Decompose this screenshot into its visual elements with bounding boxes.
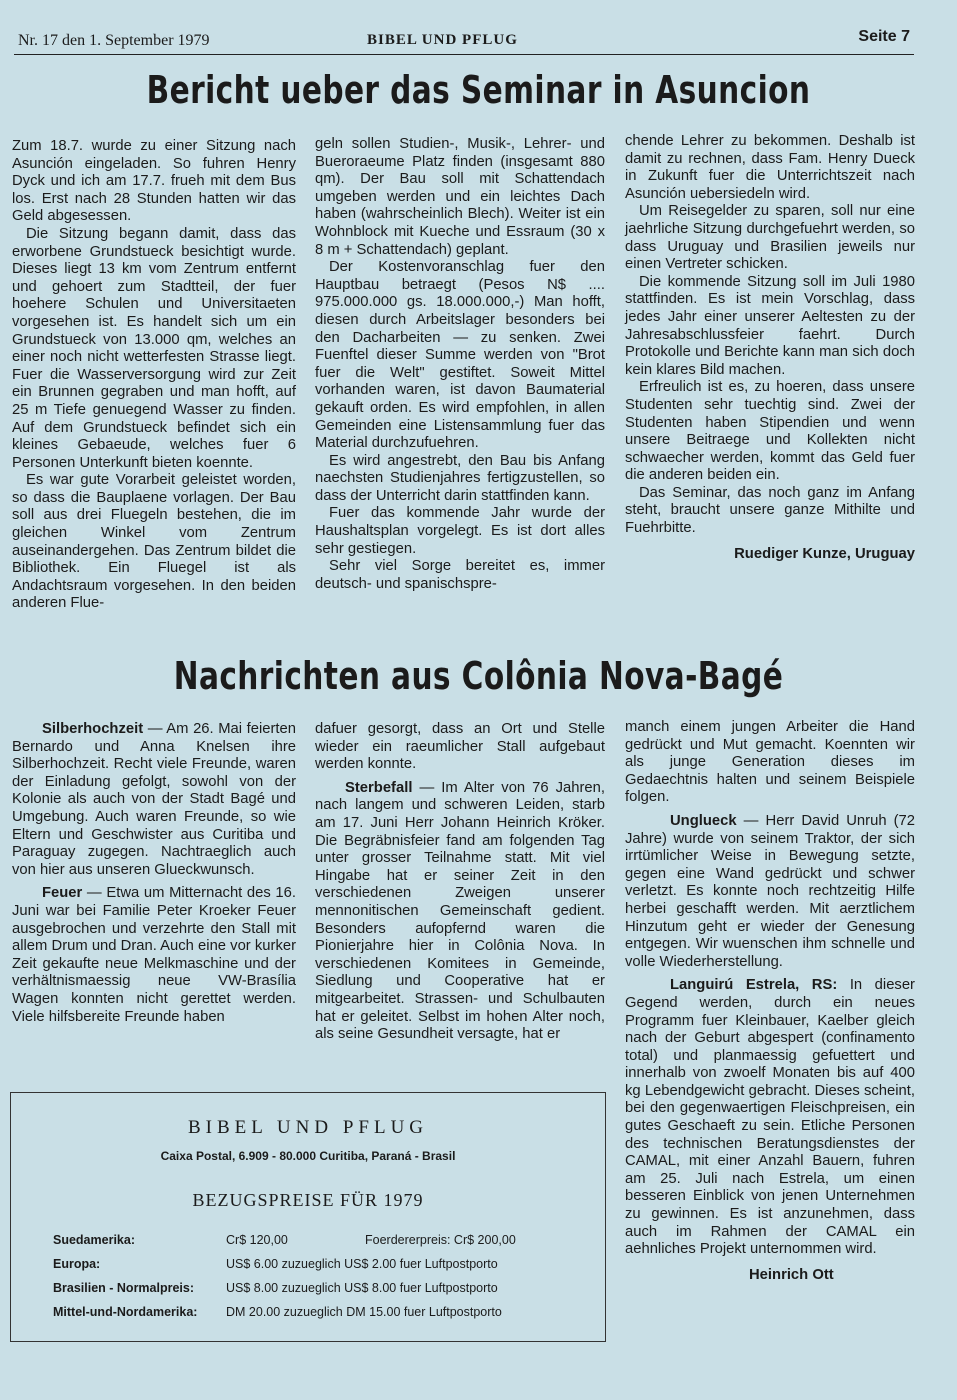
paragraph: Die kommende Sitzung soll im Juli 1980 stattfinden. Es ist mein Vorschlag, dass jedes Jahr einer unserer Aeltesten zu der Jahresabschlussfeier faehrt. Durch Protokolle und Berichte kann man sich doch kein klares Bild machen. xyxy=(625,273,915,378)
news-item-text: — Etwa um Mitternacht des 16. Juni war bei Familie Peter Kroeker Feuer ausgebrochen und verzehrte den Stall mit allem Drum und Dran. Auch eine vor kurker Zeit gekaufte neue Melkmaschine und der verhältnismaessig neue VW-Brasília Wagen konnten nicht gerettet werden. Viele hilfsbereite Freunde haben xyxy=(12,885,296,1025)
news-item xyxy=(315,721,605,774)
news-item xyxy=(625,719,915,807)
paragraph: Es war gute Vorarbeit geleistet worden, so dass die Bauplaene vorlagen. Der Bau soll aus drei Fluegeln bestehen, die im gleichen Winkel vom Zentrum auseinandergehen. Das Zentrum bildet die Bibliothek. Ein Fluegel ist als Andachtsraum vorgesehen. In den beiden anderen Flue- xyxy=(12,472,296,612)
news-item xyxy=(12,721,296,879)
subscription-box xyxy=(10,1092,606,1342)
paragraph: chende Lehrer zu bekommen. Deshalb ist damit zu rechnen, dass Fam. Henry Dueck in Zukunft fuer die Unterrichtszeit nach Asunción uebersiedeln wird. xyxy=(625,133,915,202)
paragraph: Es wird angestrebt, den Bau bis Anfang naechsten Studienjahres fertigzustellen, so dass der Unterricht darin stattfinden kann. xyxy=(315,452,605,504)
page-number: Seite 7 xyxy=(858,28,910,45)
news-item-text: — Herr David Unruh (72 Jahre) wurde von seinem Traktor, der sich irrtümlicher Weise in Bewegung setzte, gegen eine Wand gedrückt und schwer verletzt. Es konnte noch rechtzeitig Hilfe herbei geschafft werden. Mit aerztlichem Hinzutum geht er wieder der Genesung entgegen. Wir wuenschen ihm schnelle und volle Wiederherstellung. xyxy=(625,812,915,970)
article2-signature: Heinrich Ott xyxy=(749,1266,834,1283)
paragraph: Der Kostenvoranschlag fuer den Hauptbau betraegt (Pesos N$ .... 975.000.000 gs. 18.000.000,-) Man hofft, diesen durch Arbeitslager besonders bei den Dacharbeiten — zu senken. Zwei Fuenftel dieser Summe werden von "Brot fuer die Welt" gestiftet. Soweit Mittel vorhanden waren, ist davon Baumaterial gekauft orden. Es wird empfohlen, in allen Gemeinden eine Listensammlung fuer das Material durchzufuehren. xyxy=(315,259,605,452)
subscription-prices-title: BEZUGSPREISE FÜR 1979 xyxy=(192,1190,424,1210)
paragraph: Die Sitzung begann damit, dass das erworbene Grundstueck besichtigt wurde. Dieses liegt 13 km vom Zentrum entfernt und gehoert zum Stadtteil, der fuer hoehere Schulen und Universitaeten vorgesehen ist. Es handelt sich um ein Grundstueck von 13.000 qm, welches an einer noch nicht wetterfesten Strasse liegt. Fuer die Wasserversorgung wird zur Zeit ein Brunnen gegraben und man hofft, auf 25 m Tiefe genuegend Wasser zu finden. Auf dem Grundstueck befindet sich ein kleines Gebaeude, welches fuer 6 Personen Unterkunft bieten koennte. xyxy=(12,225,296,471)
price-value: US$ 6.00 zuzueglich US$ 2.00 fuer Luftpostporto xyxy=(226,1257,498,1271)
article1-column-2 xyxy=(315,136,605,593)
news-item-head: Silberhochzeit xyxy=(42,721,144,737)
issue-date: Nr. 17 den 1. September 1979 xyxy=(18,32,210,49)
news-item xyxy=(625,977,915,1259)
article2-column-3 xyxy=(625,719,915,1284)
news-item-head: Sterbefall xyxy=(345,779,413,796)
news-item-text: manch einem jungen Arbeiter die Hand gedrückt und Mut gemacht. Koennten wir als junge Generation dieses im Gedaechtnis halten und seinem Beispiele folgen. xyxy=(625,719,915,806)
news-item xyxy=(315,780,605,1044)
price-value-secondary: Foerdererpreis: Cr$ 200,00 xyxy=(365,1233,516,1247)
paragraph: geln sollen Studien-, Musik-, Lehrer- und Bueroraeume Platz finden (insgesamt 880 qm). Der Bau soll mit Schattendach umgeben werden und ein leichtes Dach haben (wahrscheinlich Blech). Weiter ist ein Wohnblock mit Kueche und Essraum (30 x 8 m + Schattendach) geplant. xyxy=(315,136,605,258)
news-item-head: Unglueck xyxy=(670,812,737,829)
paragraph: Fuer das kommende Jahr wurde der Haushaltsplan vorgelegt. Es ist dort alles sehr gestiegen. xyxy=(315,505,605,557)
article2-column-1 xyxy=(12,721,296,1026)
page-header xyxy=(14,28,914,55)
price-region: Suedamerika: xyxy=(53,1233,135,1247)
price-value: DM 20.00 zuzueglich DM 15.00 fuer Luftpostporto xyxy=(226,1305,502,1319)
article1-column-1 xyxy=(12,138,296,613)
price-value: US$ 8.00 zuzueglich US$ 8.00 fuer Luftpostporto xyxy=(226,1281,498,1295)
news-item-head: Languirú Estrela, RS: xyxy=(670,977,838,994)
news-item-head: Feuer xyxy=(42,885,83,902)
news-item-text: — Im Alter von 76 Jahren, nach langem und schweren Leiden, starb am 17. Juni Herr Johann Heinrich Kröker. Die Begräbnisfeier fand am folgenden Tag unter grosser Teilnahme statt. Mit viel Hingabe hat er seiner Zeit in den verschiedenen Zweigen unserer mennonitischen Gemeinschaft gedient. Besonders aufopfernd waren die Pionierjahre hier in Colônia Nova. In verschiedenen Komitees in Gemeinde, Siedlung und Cooperative hat er mitgearbeitet. Strassen- und Schulbauten hat er geleitet. Selbst im hohen Alter noch, als seine Gesundheit versagte, hat er xyxy=(315,779,605,1043)
news-item xyxy=(12,885,296,1026)
article-headline-nachrichten: Nachrichten aus Colônia Nova-Bagé xyxy=(173,654,784,698)
article2-column-2 xyxy=(315,721,605,1044)
price-value: Cr$ 120,00 xyxy=(226,1233,288,1247)
subscription-title: BIBEL UND PFLUG xyxy=(187,1117,429,1138)
paragraph: Zum 18.7. wurde zu einer Sitzung nach Asunción eingeladen. So fuhren Henry Dyck und ich am 17.7. frueh mit dem Bus los. Erst nach 28 Stunden hatten wir das Geld abgesessen. xyxy=(12,138,296,225)
news-item-text: In dieser Gegend werden, durch ein neues Programm fuer Kleinbauer, Kaelber gleich nach der Geburt abgespert (confinamento total) und planmaessig gefuettert und innerhalb von zwoelf Monaten bis auf 400 kg Lebendgewicht gebracht. Dieses scheint, bei den gegenwaertigen Fleischpreisen, ein gutes Geschaeft zu sein. Etliche Personen des technischen Beratungsdienstes der CAMAL, mit einer Anzahl Bauern, fuhren am 25. Juli nach Estrela, um einen besseren Einblick von jenen Unternehmen zu gewinnen. Es ist anzunehmen, dass auch im Rahmen der CAMAL ein aehnliches Projekt unternommen wird. xyxy=(625,977,915,1258)
news-item-text: — Am 26. Mai feierten Bernardo und Anna Knelsen ihre Silberhochzeit. Recht viele Freunde, waren der Einladung gefolgt, sowohl von der Kolonie als auch von der Stadt Bagé und Umgebung. Auch waren Freunde, so wie Eltern und Geschwister aus Curitiba und Paraguay zugegen. Nachtraeglich auch von hier aus unseren Glueckwunsch. xyxy=(12,721,296,878)
price-region: Brasilien - Normalpreis: xyxy=(53,1281,195,1295)
article1-column-3 xyxy=(625,133,915,563)
paragraph: Das Seminar, das noch ganz im Anfang steht, braucht unsere ganze Mithilte und Fuehrbitte. xyxy=(625,484,915,537)
article-headline-seminar: Bericht ueber das Seminar in Asuncion xyxy=(146,68,811,112)
paragraph: Erfreulich ist es, zu hoeren, dass unsere Studenten sehr tuechtig sind. Zwei der Studenten haben Stipendien und wenn unsere Beitraege und Kollekten nicht schwaecher werden, kommt das Geld fuer die anderen beiden ein. xyxy=(625,379,915,484)
paragraph: Sehr viel Sorge bereitet es, immer deutsch- und spanischspre- xyxy=(315,558,605,592)
article1-signature: Ruediger Kunze, Uruguay xyxy=(734,545,915,562)
news-item-text: dafuer gesorgt, dass an Ort und Stelle wieder ein raeumlicher Stall aufgebaut werden konnte. xyxy=(315,721,605,773)
masthead: BIBEL UND PFLUG xyxy=(367,32,518,48)
price-region: Mittel-und-Nordamerika: xyxy=(53,1305,198,1319)
subscription-address: Caixa Postal, 6.909 - 80.000 Curitiba, Paraná - Brasil xyxy=(160,1149,456,1163)
price-region: Europa: xyxy=(53,1257,101,1271)
news-item xyxy=(625,813,915,971)
paragraph: Um Reisegelder zu sparen, soll nur eine jaehrliche Sitzung durchgefuehrt werden, so dass Uruguay und Brasilien jeweils nur einen Vertreter schicken. xyxy=(625,203,915,273)
